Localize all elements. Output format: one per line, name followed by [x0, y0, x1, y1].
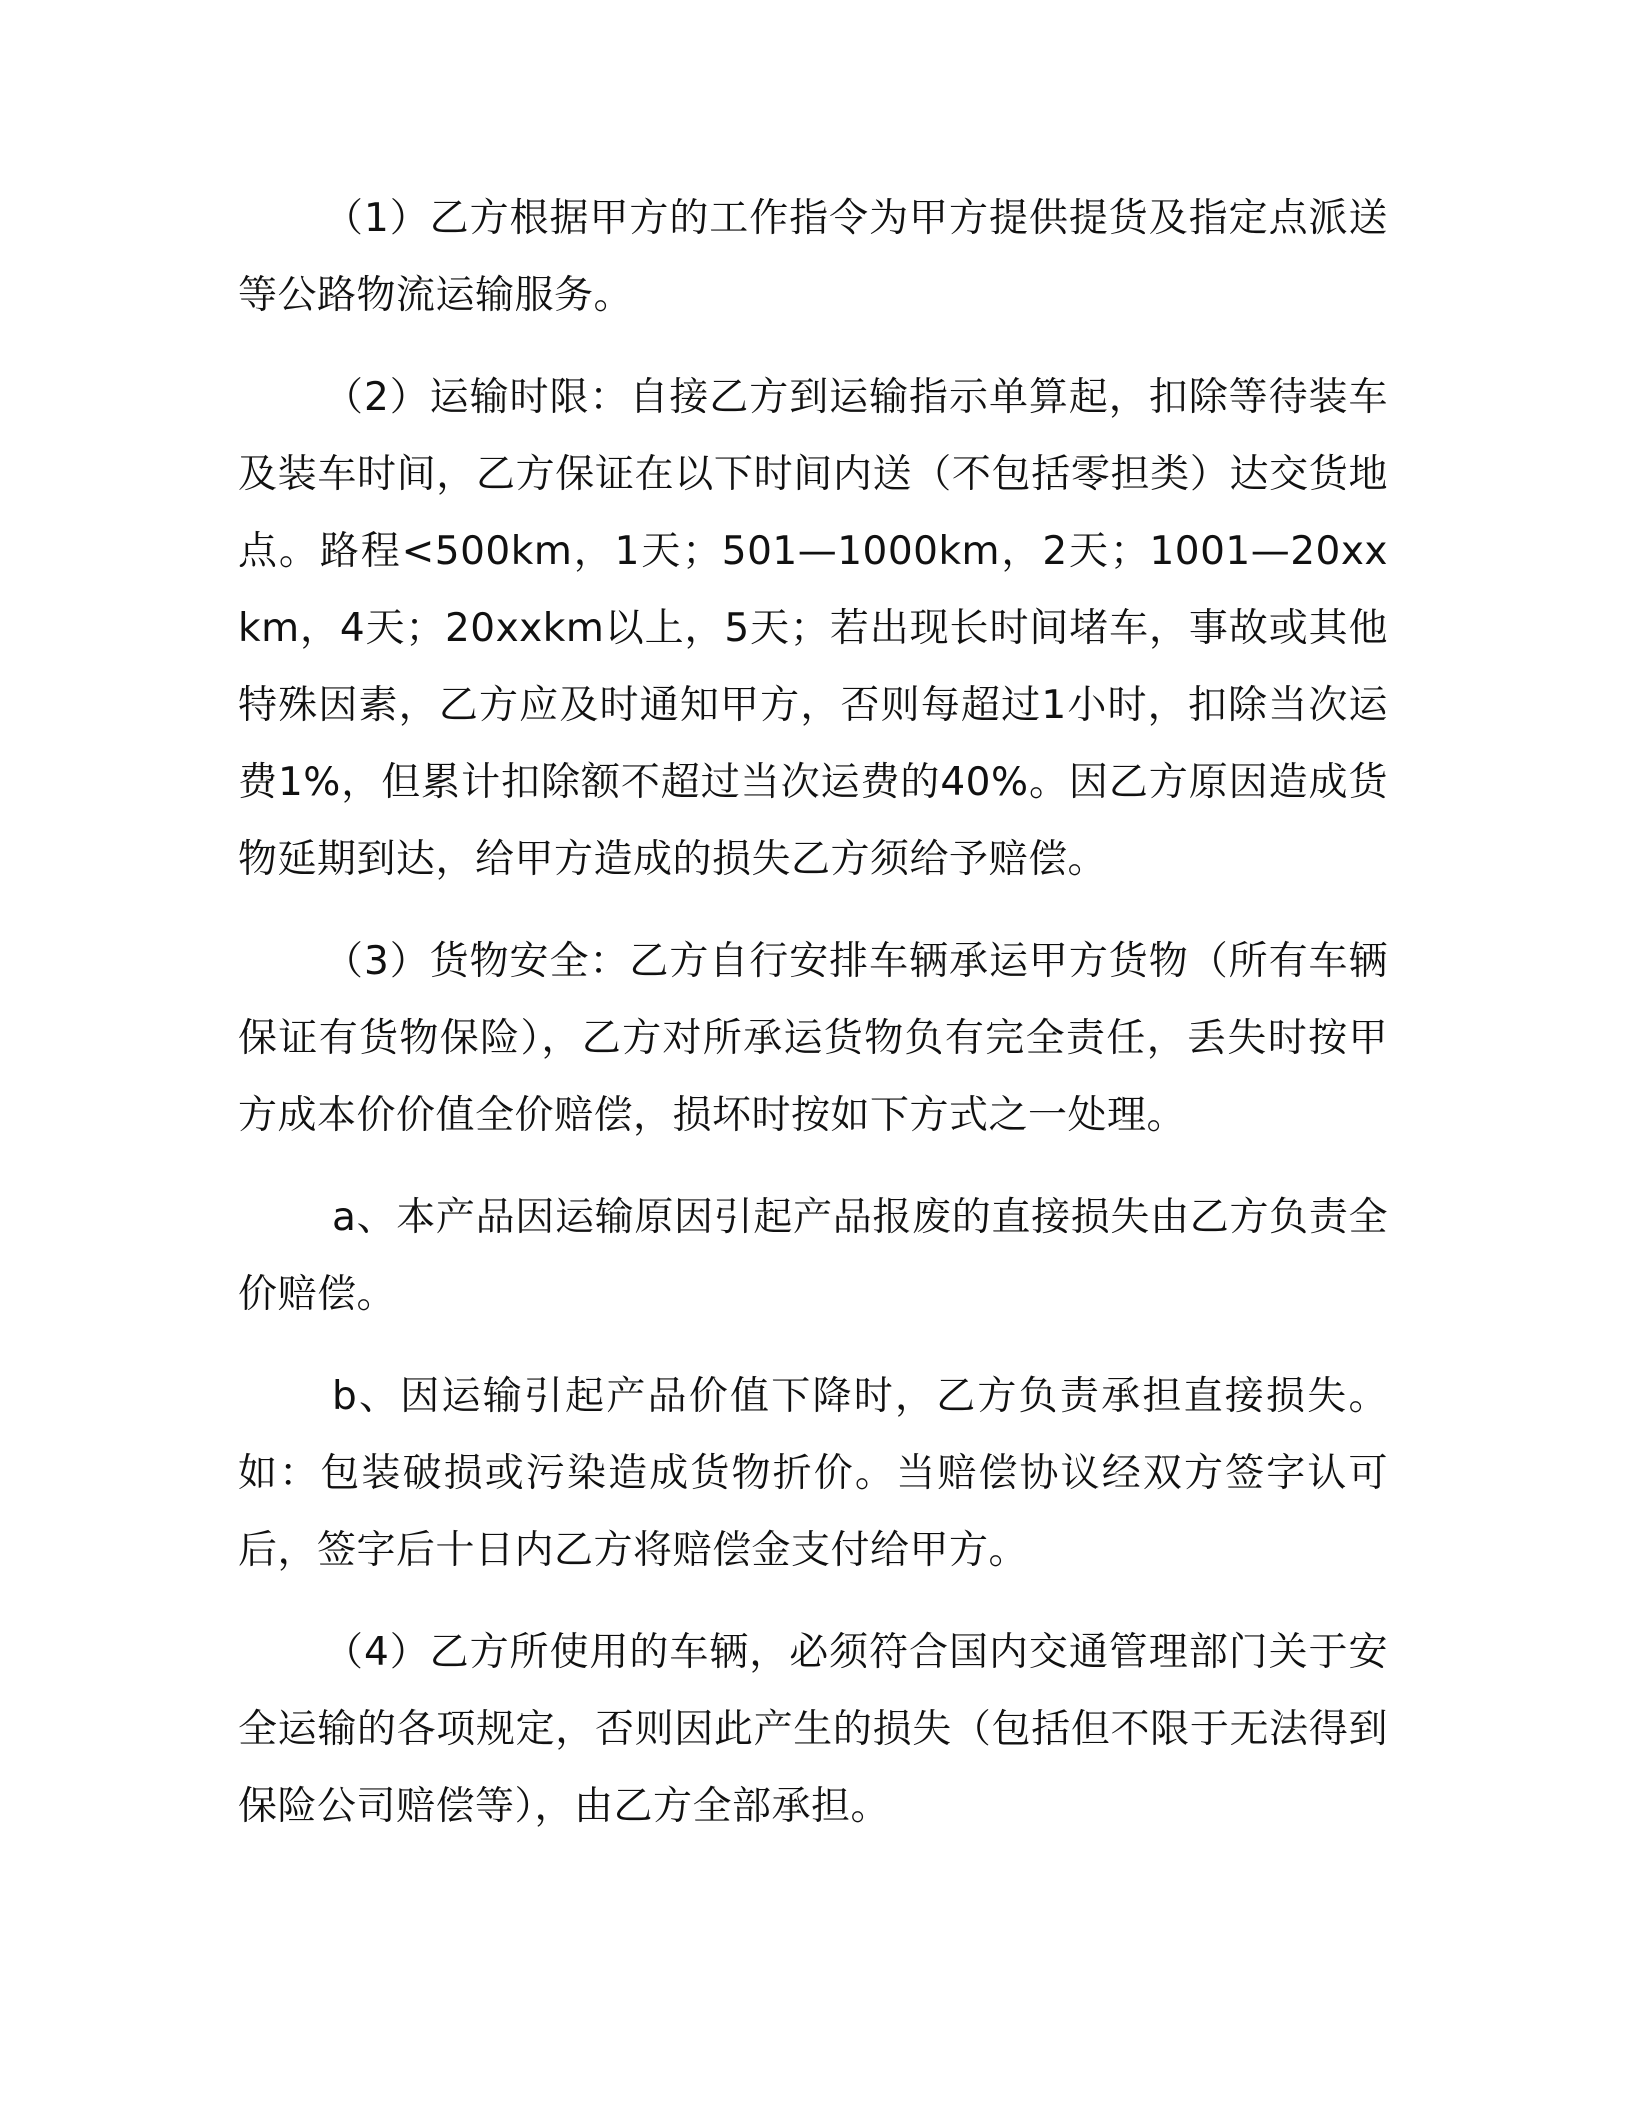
paragraph-clause-3b: b、因运输引起产品价值下降时，乙方负责承担直接损失。如：包装破损或污染造成货物折价。当赔偿协议经双方签字认可后，签字后十日内乙方将赔偿金支付给甲方。 [238, 1374, 1388, 1573]
paragraph-clause-4-vehicles: （4）乙方所使用的车辆，必须符合国内交通管理部门关于安全运输的各项规定，否则因此产生的损失（包括但不限于无法得到保险公司赔偿等），由乙方全部承担。 [238, 1630, 1388, 1829]
paragraph-clause-1: （1）乙方根据甲方的工作指令为甲方提供提货及指定点派送等公路物流运输服务。 [238, 196, 1388, 318]
document-body [238, 180, 1388, 1870]
paragraph-clause-3-cargo-safety: （3）货物安全：乙方自行安排车辆承运甲方货物（所有车辆保证有货物保险），乙方对所承运货物负有完全责任，丢失时按甲方成本价价值全价赔偿，损坏时按如下方式之一处理。 [238, 939, 1388, 1138]
paragraph-clause-2-transport-time-limit: （2）运输时限：自接乙方到运输指示单算起，扣除等待装车及装车时间，乙方保证在以下时间内送（不包括零担类）达交货地点。路程<500km，1天；501—1000km，2天；1001—20xxkm，4天；20xxkm以上，5天；若出现长时间堵车，事故或其他特殊因素，乙方应及时通知甲方，否则每超过1小时，扣除当次运费1%，但累计扣除额不超过当次运费的40%。因乙方原因造成货物延期到达，给甲方造成的损失乙方须给予赔偿。 [238, 375, 1388, 882]
paragraph-clause-3a: a、本产品因运输原因引起产品报废的直接损失由乙方负责全价赔偿。 [238, 1195, 1388, 1317]
